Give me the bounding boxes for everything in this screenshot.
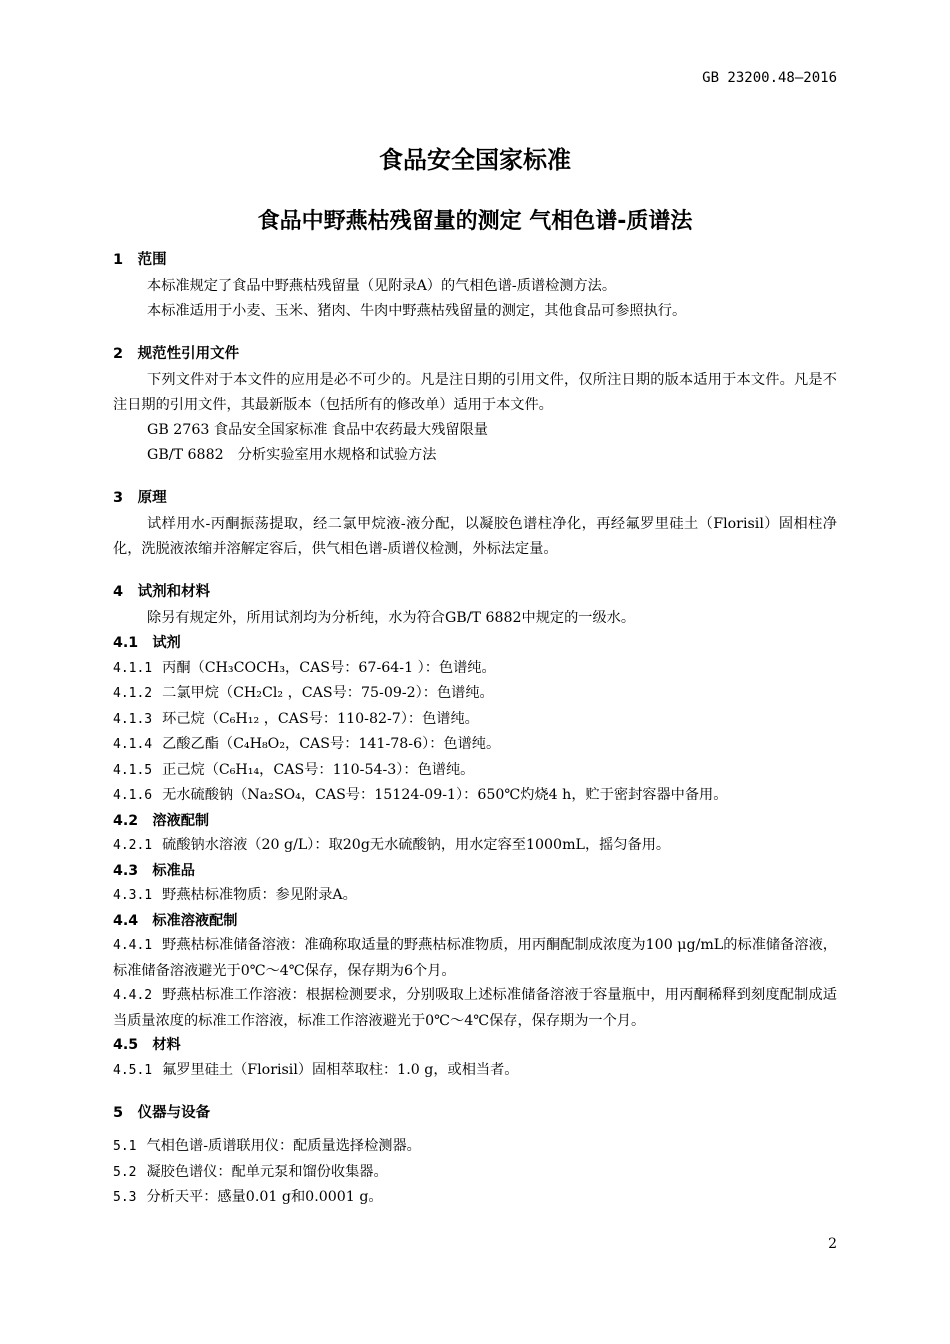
list-item — [113, 1160, 837, 1186]
paragraph: 本标准适用于小麦、玉米、猪肉、牛肉中野燕枯残留量的测定，其他食品可参照执行。 — [147, 303, 687, 319]
section-heading-references: 2 规范性引用文件 — [113, 346, 240, 362]
section-heading-principle: 3 原理 — [113, 490, 167, 506]
subsection-heading: 4.1 试剂 — [113, 635, 181, 651]
list-item — [113, 1058, 837, 1084]
item-number: 5.1 — [113, 1139, 137, 1154]
paragraph: 下列文件对于本文件的应用是必不可少的。凡是注日期的引用文件，仅所注日期的版本适用于本文件。凡是不注日期的引用文件，其最新版本（包括所有的修改单）适用于本文件。 — [113, 372, 837, 413]
subsection-heading: 4.3 标准品 — [113, 862, 195, 879]
list-item — [113, 833, 837, 859]
item-number: 4.2.1 — [113, 838, 153, 853]
list-item — [113, 732, 837, 758]
list-item — [113, 983, 837, 1033]
section-heading-reagents: 4 试剂和材料 — [113, 584, 211, 600]
item-text: 分析天平：感量0.01 g和0.0001 g。 — [146, 1189, 383, 1205]
item-number: 4.1.1 — [113, 660, 153, 676]
paragraph: 本标准规定了食品中野燕枯残留量（见附录A）的气相色谱-质谱检测方法。 — [147, 278, 617, 294]
item-number: 4.3.1 — [113, 888, 153, 903]
reference-item: GB/T 6882 分析实验室用水规格和试验方法 — [147, 447, 437, 463]
item-text: 氟罗里硅土（Florisil）固相萃取柱：1.0 g，或相当者。 — [162, 1061, 519, 1078]
item-number: 4.5.1 — [113, 1062, 153, 1078]
document-title: 食品安全国家标准 — [379, 146, 571, 174]
subsection-heading: 4.5 材料 — [113, 1037, 181, 1053]
document-subtitle: 食品中野燕枯残留量的测定 气相色谱-质谱法 — [257, 209, 693, 234]
list-item — [113, 1134, 837, 1160]
section-heading-instruments: 5 仪器与设备 — [113, 1105, 211, 1121]
document-body — [113, 246, 837, 1211]
page-number: 2 — [828, 1236, 837, 1252]
list-item — [113, 656, 837, 682]
item-text: 野燕枯标准工作溶液：根据检测要求，分别吸取上述标准储备溶液于容量瓶中，用丙酮稀释到刻度配制成适当质量浓度的标准工作溶液，标准工作溶液避光于0℃～4℃保存，保存期为一个月。 — [113, 987, 837, 1029]
list-item — [113, 758, 837, 784]
list-item — [113, 707, 837, 733]
item-text: 环己烷（C₆H₁₂ ，CAS号：110-82-7）：色谱纯。 — [162, 710, 479, 727]
item-number: 4.4.2 — [113, 988, 153, 1003]
reference-item: GB 2763 食品安全国家标准 食品中农药最大残留限量 — [147, 422, 488, 438]
item-number: 4.4.1 — [113, 938, 153, 953]
item-number: 4.1.3 — [113, 711, 153, 727]
item-text: 二氯甲烷（CH₂Cl₂ ，CAS号：75-09-2）：色谱纯。 — [162, 685, 494, 701]
list-item — [113, 1185, 837, 1211]
item-text: 乙酸乙酯（C₄H₈O₂，CAS号：141-78-6）：色谱纯。 — [162, 736, 501, 752]
subsection-heading: 4.4 标准溶液配制 — [113, 912, 238, 929]
list-item — [113, 883, 837, 909]
item-text: 野燕枯标准储备溶液：准确称取适量的野燕枯标准物质，用丙酮配制成浓度为100 μg/mL的标准储备溶液，标准储备溶液避光于0℃～4℃保存，保存期为6个月。 — [113, 937, 837, 979]
item-text: 气相色谱-质谱联用仪：配质量选择检测器。 — [146, 1138, 421, 1154]
item-number: 4.1.4 — [113, 737, 153, 752]
item-text: 丙酮（CH₃COCH₃，CAS号：67-64-1 ）：色谱纯。 — [162, 659, 496, 676]
paragraph: 除另有规定外，所用试剂均为分析纯，水为符合GB/T 6882中规定的一级水。 — [147, 610, 636, 626]
item-number: 4.1.5 — [113, 762, 153, 778]
list-item — [113, 933, 837, 983]
item-text: 硫酸钠水溶液（20 g/L）：取20g无水硫酸钠，用水定容至1000mL，摇匀备用。 — [162, 837, 671, 853]
item-number: 5.2 — [113, 1164, 137, 1180]
item-number: 4.1.6 — [113, 788, 153, 803]
item-number: 5.3 — [113, 1190, 137, 1205]
list-item — [113, 681, 837, 707]
item-number: 4.1.2 — [113, 686, 153, 701]
standard-code: GB 23200.48—2016 — [702, 70, 837, 86]
subsection-heading: 4.2 溶液配制 — [113, 812, 210, 829]
paragraph: 试样用水-丙酮振荡提取，经二氯甲烷液-液分配，以凝胶色谱柱净化，再经氟罗里硅土（Florisil）固相柱净化，洗脱液浓缩并溶解定容后，供气相色谱-质谱仪检测，外标法定量。 — [113, 516, 837, 557]
item-text: 无水硫酸钠（Na₂SO₄，CAS号：15124-09-1）：650℃灼烧4 h，贮于密封容器中备用。 — [162, 787, 728, 803]
section-heading-scope: 1 范围 — [113, 252, 167, 268]
item-text: 凝胶色谱仪：配单元泵和馏份收集器。 — [146, 1163, 388, 1180]
item-text: 野燕枯标准物质：参见附录A。 — [162, 887, 357, 903]
list-item — [113, 783, 837, 809]
item-text: 正己烷（C₆H₁₄，CAS号：110-54-3）：色谱纯。 — [162, 761, 475, 778]
